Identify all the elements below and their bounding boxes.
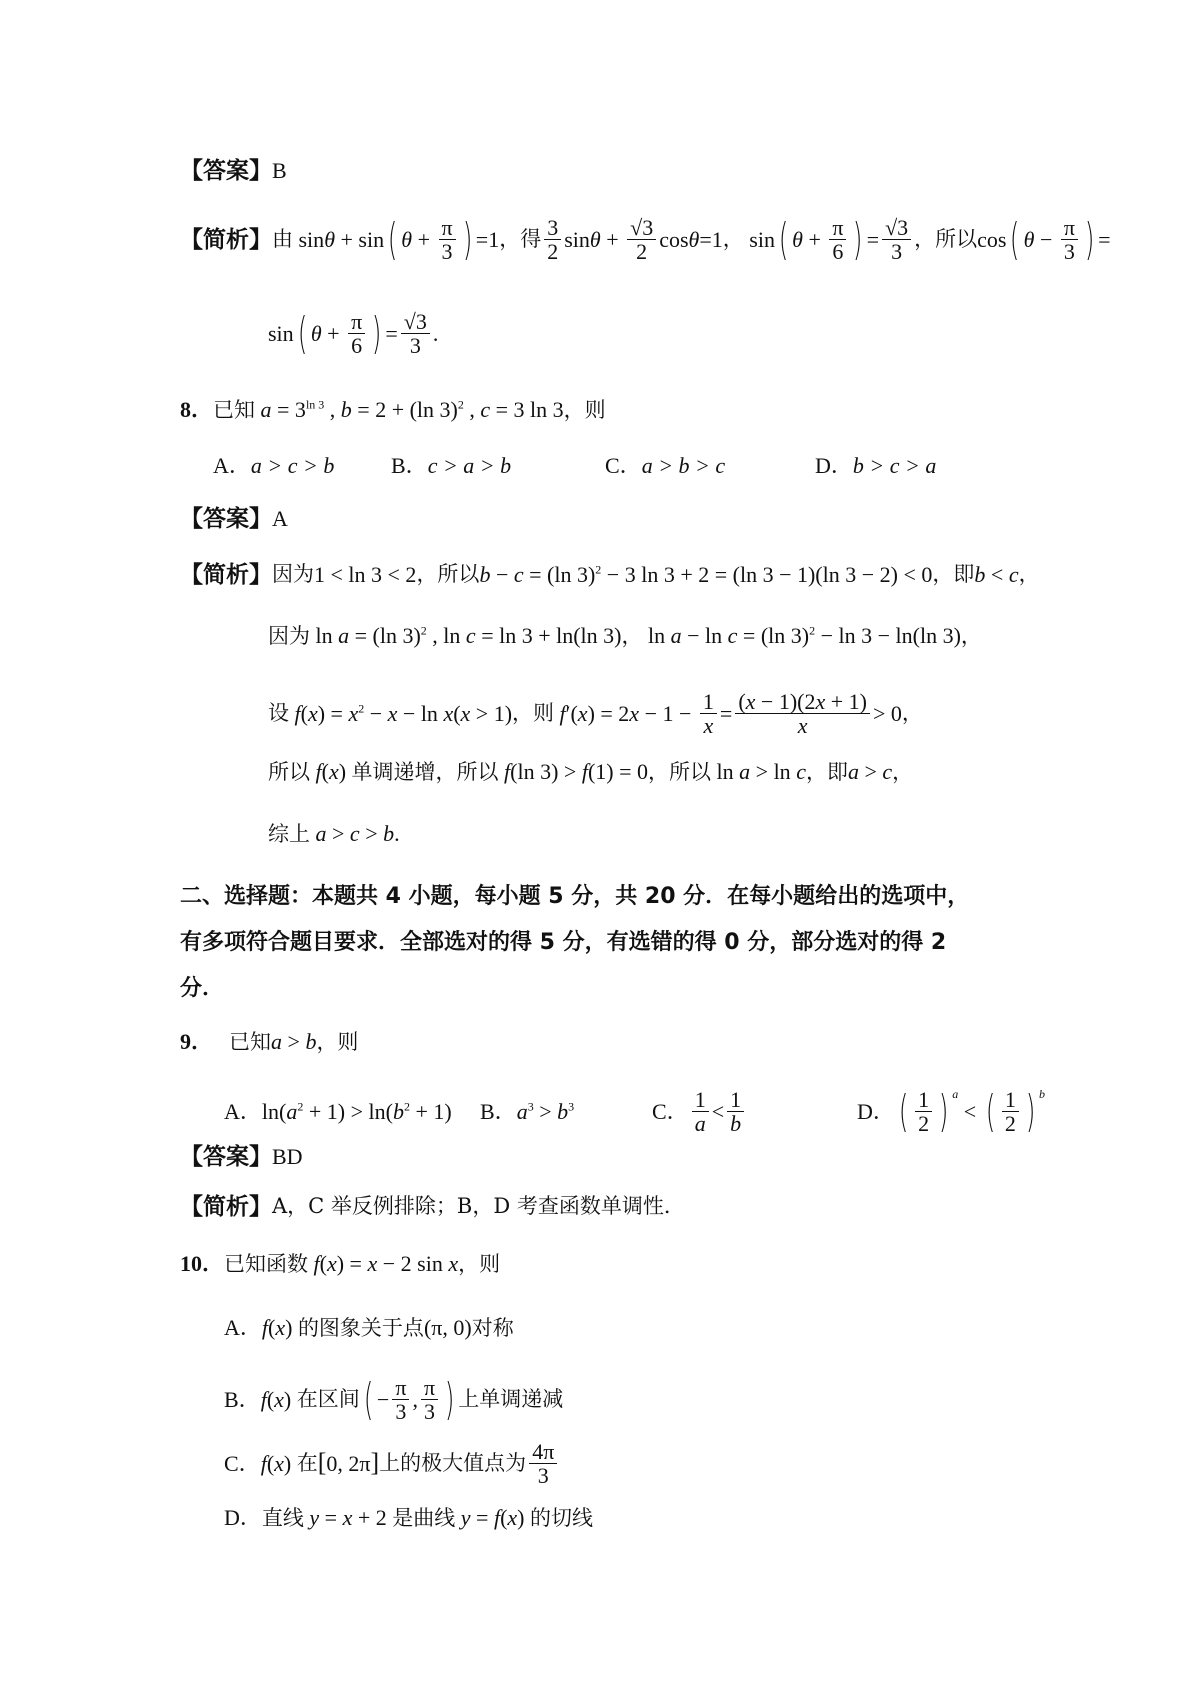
text: ，则 bbox=[458, 1251, 501, 1276]
q10-option-d: D． 直线 y = x + 2 是曲线 y = f ( x ) 的切线 bbox=[224, 1505, 593, 1530]
text: 上单调递减 bbox=[458, 1387, 564, 1412]
option-d: D． ( $\frac{1}{2}$ ) a < ( $\frac{1}{2}$ ) b bbox=[857, 1086, 1045, 1137]
option-c: C． $\frac{1}{a}$ < $\frac{1}{b}$ bbox=[652, 1088, 857, 1135]
text: 综上 bbox=[268, 821, 310, 846]
answer-value: A bbox=[272, 505, 288, 531]
q7-analysis-line2: sin ( θ + $\frac{\pi}{6}$ ) = $\frac{√3}{3}$ . bbox=[268, 308, 439, 359]
text: 由 bbox=[272, 227, 293, 252]
section-heading-line2: 有多项符合题目要求．全部选对的得 5 分，有选错的得 0 分，部分选对的得 2 bbox=[180, 930, 947, 955]
q10-stem: 10． 已知函数 f ( x ) = x − 2 sin x ，则 bbox=[180, 1251, 501, 1276]
text: ，所以 bbox=[914, 227, 978, 252]
question-number: 9． bbox=[180, 1029, 214, 1054]
text: ，所以 bbox=[648, 759, 712, 784]
q7-analysis-line1: 【简析】 由 sinθ + sin ( θ + $\frac{\pi}{3}$ ) =1 ，得 $\frac{3}{2}$ sinθ + $\frac{√3}{2}$ cosθ=1 ， sin ( θ + $\frac{\pi}{6}$ ) = $\frac{√3}{3}$ ，所以 cos ( θ − $\frac{\pi}{3}$ ) = bbox=[180, 214, 1111, 265]
q7-answer-line bbox=[180, 158, 287, 183]
text: 单调递增，所以 bbox=[351, 759, 499, 784]
q8-analysis-line3: 设 f ( x ) = x $^2$ − x − ln x ( x > 1) ，则 f ′( x ) = 2 x − 1 − $\frac{1}{x}$ = $\frac{(x - 1)(2x + 1)}{x}$ > 0 ， bbox=[268, 689, 923, 739]
q8-options bbox=[213, 454, 936, 478]
text: ，即 bbox=[805, 759, 848, 784]
text: ，则 bbox=[316, 1029, 359, 1054]
text: ，所以 bbox=[416, 562, 480, 587]
text: ，得 bbox=[499, 227, 542, 252]
q10-option-c: C． f ( x ) 在 [ 0, 2π ] 上的极大值点为 $\frac{4\pi}{3}$ bbox=[224, 1440, 560, 1487]
text: ， bbox=[892, 759, 914, 784]
q9-answer-line bbox=[180, 1144, 303, 1169]
text: ，即 bbox=[932, 562, 975, 587]
section-heading bbox=[180, 874, 1030, 1012]
text: ，则 bbox=[563, 397, 606, 422]
option-label: C． bbox=[224, 1450, 261, 1476]
q9-stem: 9． 已知 a > b ，则 bbox=[180, 1029, 359, 1054]
section-heading-line3: 分． bbox=[180, 976, 225, 1001]
option-label: A． bbox=[224, 1315, 262, 1340]
q8-analysis-line4: 所以 f ( x ) 单调递增，所以 f (ln 3) > f (1) = 0 ，所以 ln a > ln c ，即 a > c ， bbox=[268, 759, 914, 784]
text: 因为 bbox=[268, 623, 310, 648]
text: 在 bbox=[296, 1451, 318, 1476]
q8-stem: 8． 已知 a = $3^{ln 3}$ , b = 2 + (ln 3)$^2$ , c = 3 ln 3 ，则 bbox=[180, 397, 606, 422]
option-label: D． bbox=[224, 1505, 262, 1530]
q9-analysis-line bbox=[180, 1194, 685, 1219]
text: 对称 bbox=[471, 1315, 514, 1340]
text: ， bbox=[722, 227, 744, 252]
answer-label: 【答案】 bbox=[180, 157, 272, 184]
question-number: 10． bbox=[180, 1251, 225, 1276]
text: 已知函数 bbox=[224, 1251, 309, 1276]
answer-value: BD bbox=[272, 1143, 303, 1169]
analysis-label: 【简析】 bbox=[180, 1193, 272, 1220]
text: 所以 bbox=[268, 759, 310, 784]
answer-label: 【答案】 bbox=[180, 505, 272, 532]
text: 已知 bbox=[213, 397, 256, 422]
section-heading-line1: 二、选择题：本题共 4 小题，每小题 5 分，共 20 分．在每小题给出的选项中， bbox=[180, 884, 970, 909]
text: 是曲线 bbox=[392, 1505, 456, 1530]
text: 设 bbox=[268, 701, 289, 726]
answer-value: B bbox=[272, 157, 287, 183]
text: 因为 bbox=[272, 562, 314, 587]
option-a: A．$\ln(a^2 + 1) > \ln(b^2 + 1)$ bbox=[224, 1098, 452, 1124]
text: . bbox=[394, 821, 400, 846]
q10-option-b: B． f ( x ) 在区间 ( − $\frac{\pi}{3}$ , $\frac{\pi}{3}$ ) 上单调递减 bbox=[224, 1374, 564, 1425]
text: 的切线 bbox=[530, 1505, 593, 1530]
q8-answer-line bbox=[180, 506, 288, 531]
text: 的图象关于点 bbox=[297, 1315, 424, 1340]
option-a: A．a > c > b bbox=[213, 453, 335, 478]
analysis-text: A，C 举反例排除；B，D 考查函数单调性． bbox=[272, 1194, 685, 1219]
analysis-label: 【简析】 bbox=[180, 225, 272, 253]
q8-analysis-line2: 因为 ln a = (ln 3)$^2$ , ln c = ln 3 + ln(ln 3) ， ln a − ln c = (ln 3)$^2$ − ln 3 − ln(ln 3) ， bbox=[268, 623, 982, 648]
q10-option-a: A． f ( x ) 的图象关于点 (π, 0) 对称 bbox=[224, 1315, 514, 1340]
option-b: B．$a^3 > b^3$ bbox=[480, 1098, 575, 1124]
text: 在区间 bbox=[296, 1387, 360, 1412]
text: ， bbox=[621, 623, 643, 648]
answer-label: 【答案】 bbox=[180, 1143, 272, 1170]
analysis-label: 【简析】 bbox=[180, 561, 272, 588]
text: 已知 bbox=[229, 1029, 272, 1054]
text: ， bbox=[960, 623, 982, 648]
formula: sinθ + sin bbox=[293, 226, 385, 252]
text: . bbox=[432, 320, 439, 346]
text: ， bbox=[1018, 562, 1040, 587]
option-d: D．b > c > a bbox=[815, 453, 937, 478]
text: 直线 bbox=[261, 1505, 304, 1530]
q9-options bbox=[224, 1088, 1045, 1135]
option-label: B． bbox=[224, 1386, 261, 1412]
text: 上的极大值点为 bbox=[379, 1451, 527, 1476]
option-b: B．c > a > b bbox=[391, 453, 512, 478]
text: ，则 bbox=[512, 701, 555, 726]
question-number: 8． bbox=[180, 397, 214, 422]
q8-analysis-line1: 【简析】 因为 1 < ln 3 < 2 ，所以 b − c = (ln 3)$^2$ − 3 ln 3 + 2 = (ln 3 − 1)(ln 3 − 2) < 0 ，即 b < c ， bbox=[180, 561, 1040, 588]
option-c: C．a > b > c bbox=[605, 453, 726, 478]
q8-analysis-line5: 综上 a > c > b . bbox=[268, 821, 400, 846]
text: ， bbox=[901, 701, 923, 726]
